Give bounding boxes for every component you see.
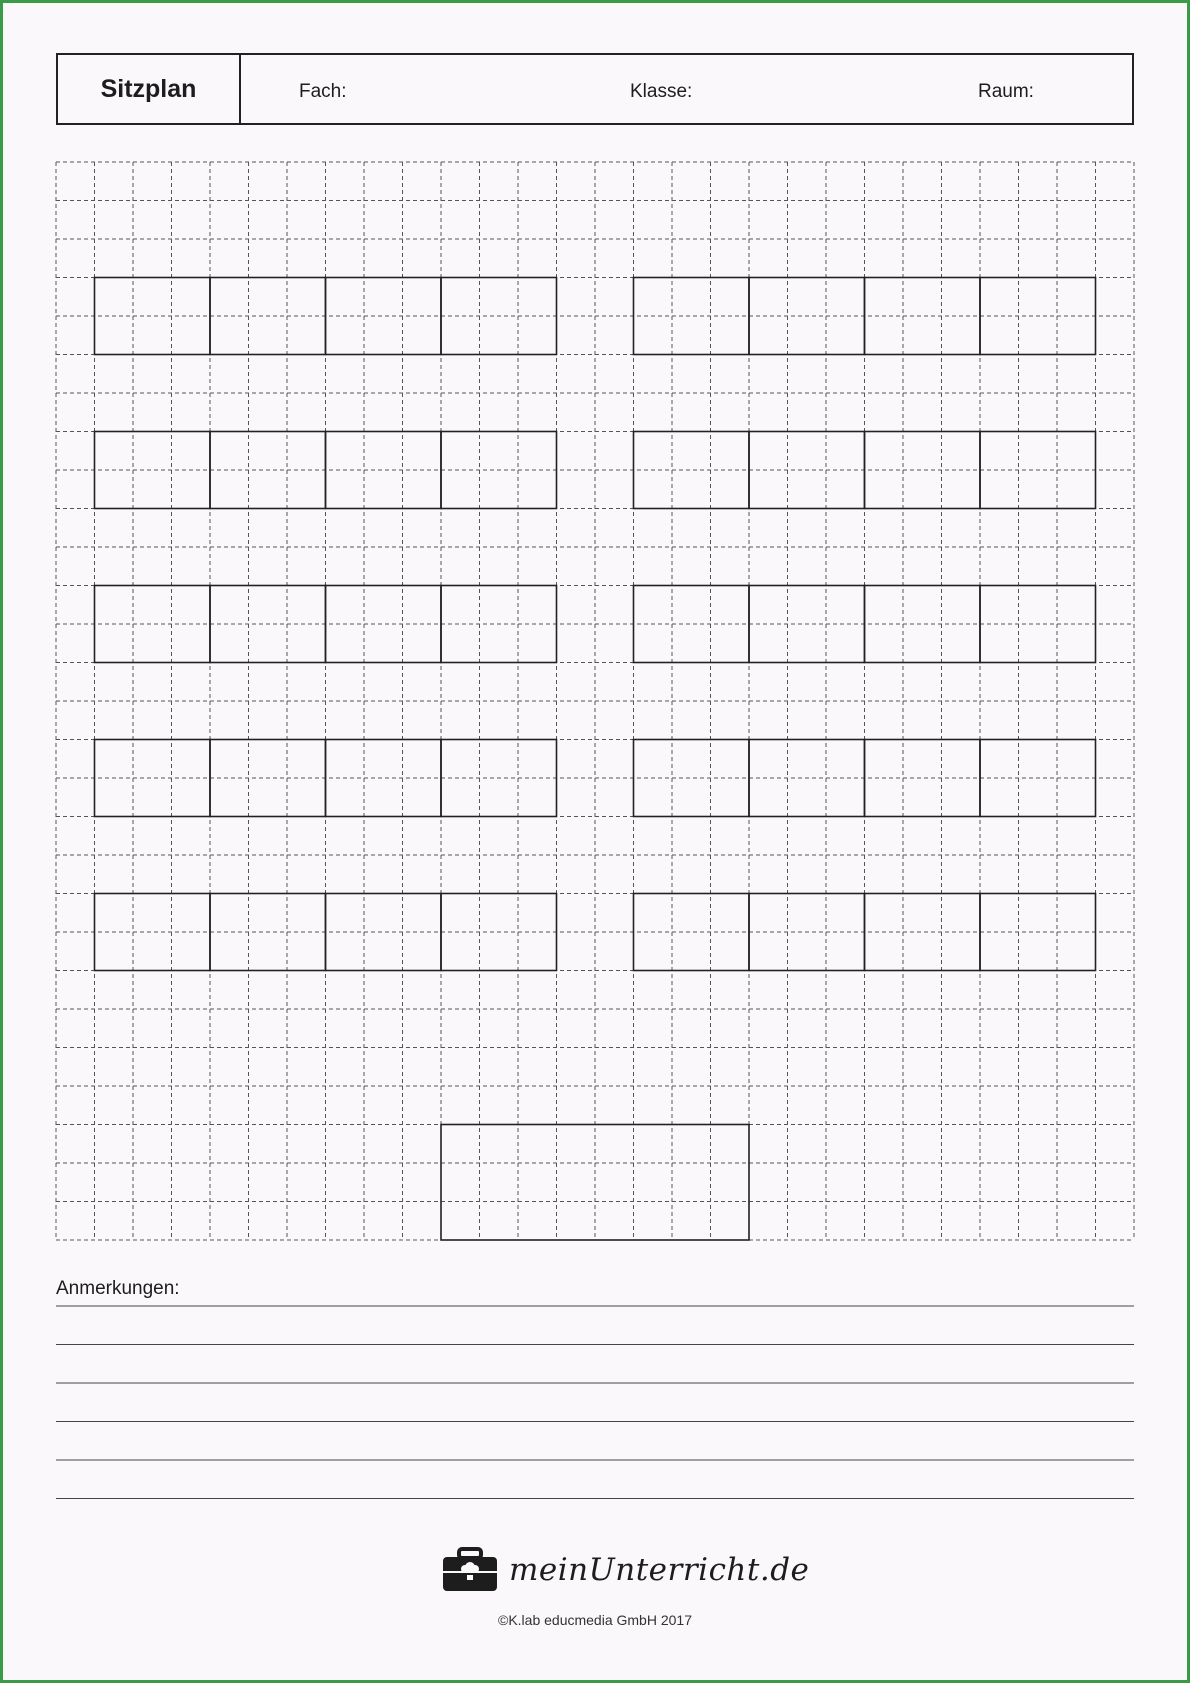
fach-label: Fach:	[299, 81, 347, 102]
brand-name: meinUnterricht.de	[509, 1552, 810, 1588]
notes-label: Anmerkungen:	[56, 1278, 180, 1299]
briefcase-icon	[441, 1547, 499, 1593]
dashed-grid	[56, 162, 1134, 1240]
raum-label: Raum:	[978, 81, 1034, 102]
footer-logo	[441, 1547, 809, 1593]
klasse-label: Klasse:	[630, 81, 693, 102]
page-title: Sitzplan	[58, 55, 241, 123]
notes-lines	[56, 1306, 1134, 1499]
copyright: ©K.lab educmedia GmbH 2017	[498, 1612, 692, 1628]
